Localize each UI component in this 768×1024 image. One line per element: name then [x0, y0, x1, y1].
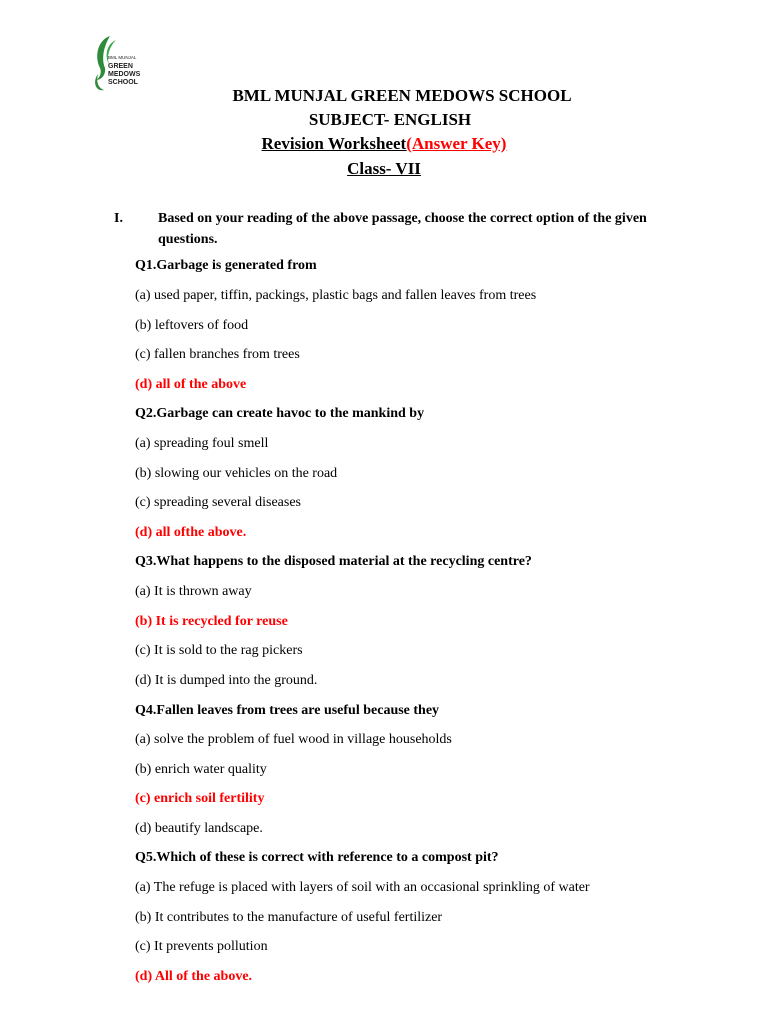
section-text: Based on your reading of the above passage, choose the correct option of the given questions.: [158, 211, 647, 247]
q2-option-c: (c) spreading several diseases: [135, 495, 301, 510]
q4-option-c: (c) enrich soil fertility: [135, 791, 265, 806]
q4-option-b: (b) enrich water quality: [135, 762, 267, 777]
q3-option-b: (b) It is recycled for reuse: [135, 614, 288, 629]
q3-option-d: (d) It is dumped into the ground.: [135, 673, 318, 688]
q3-option-c: (c) It is sold to the rag pickers: [135, 643, 303, 658]
school-name: BML MUNJAL GREEN MEDOWS SCHOOL: [232, 86, 572, 105]
logo-line-3: SCHOOL: [108, 79, 138, 86]
q5-option-b: (b) It contributes to the manufacture of useful fertilizer: [135, 910, 443, 925]
answer-key-label: (Answer Key): [406, 134, 507, 153]
revision-label: Revision Worksheet: [261, 134, 407, 153]
q2-option-b: (b) slowing our vehicles on the road: [135, 466, 338, 481]
q2-option-a: (a) spreading foul smell: [135, 436, 269, 451]
q2-option-d: (d) all ofthe above.: [135, 525, 247, 540]
q5-option-d: (d) All of the above.: [135, 969, 253, 984]
class-title: Class- VII: [347, 159, 421, 178]
logo-text: [108, 54, 140, 87]
q5-option-c: (c) It prevents pollution: [135, 939, 268, 954]
question-2: Q2.Garbage can create havoc to the mankind by: [135, 406, 425, 421]
worksheet-title: [0, 134, 768, 154]
question-4: Q4.Fallen leaves from trees are useful because they: [135, 703, 440, 718]
question-3: Q3.What happens to the disposed material at the recycling centre?: [135, 554, 532, 569]
q1-option-c: (c) fallen branches from trees: [135, 347, 300, 362]
subject-title: SUBJECT- ENGLISH: [308, 110, 472, 129]
question-5: Q5.Which of these is correct with reference to a compost pit?: [135, 850, 499, 865]
q1-option-b: (b) leftovers of food: [135, 318, 249, 333]
logo-line-2: MEDOWS: [108, 71, 141, 78]
q1-option-d: (d) all of the above: [135, 377, 247, 392]
question-1: Q1.Garbage is generated from: [135, 258, 317, 273]
q5-option-a: (a) The refuge is placed with layers of soil with an occasional sprinkling of water: [135, 880, 590, 895]
q3-option-a: (a) It is thrown away: [135, 584, 252, 599]
q4-option-a: (a) solve the problem of fuel wood in village households: [135, 732, 452, 747]
q1-option-a: (a) used paper, tiffin, packings, plastic bags and fallen leaves from trees: [135, 288, 537, 303]
q4-option-d: (d) beautify landscape.: [135, 821, 263, 836]
section-numeral: I.: [114, 211, 123, 226]
logo-small-text: BML MUNJAL: [108, 55, 137, 60]
logo-line-1: GREEN: [108, 63, 133, 70]
